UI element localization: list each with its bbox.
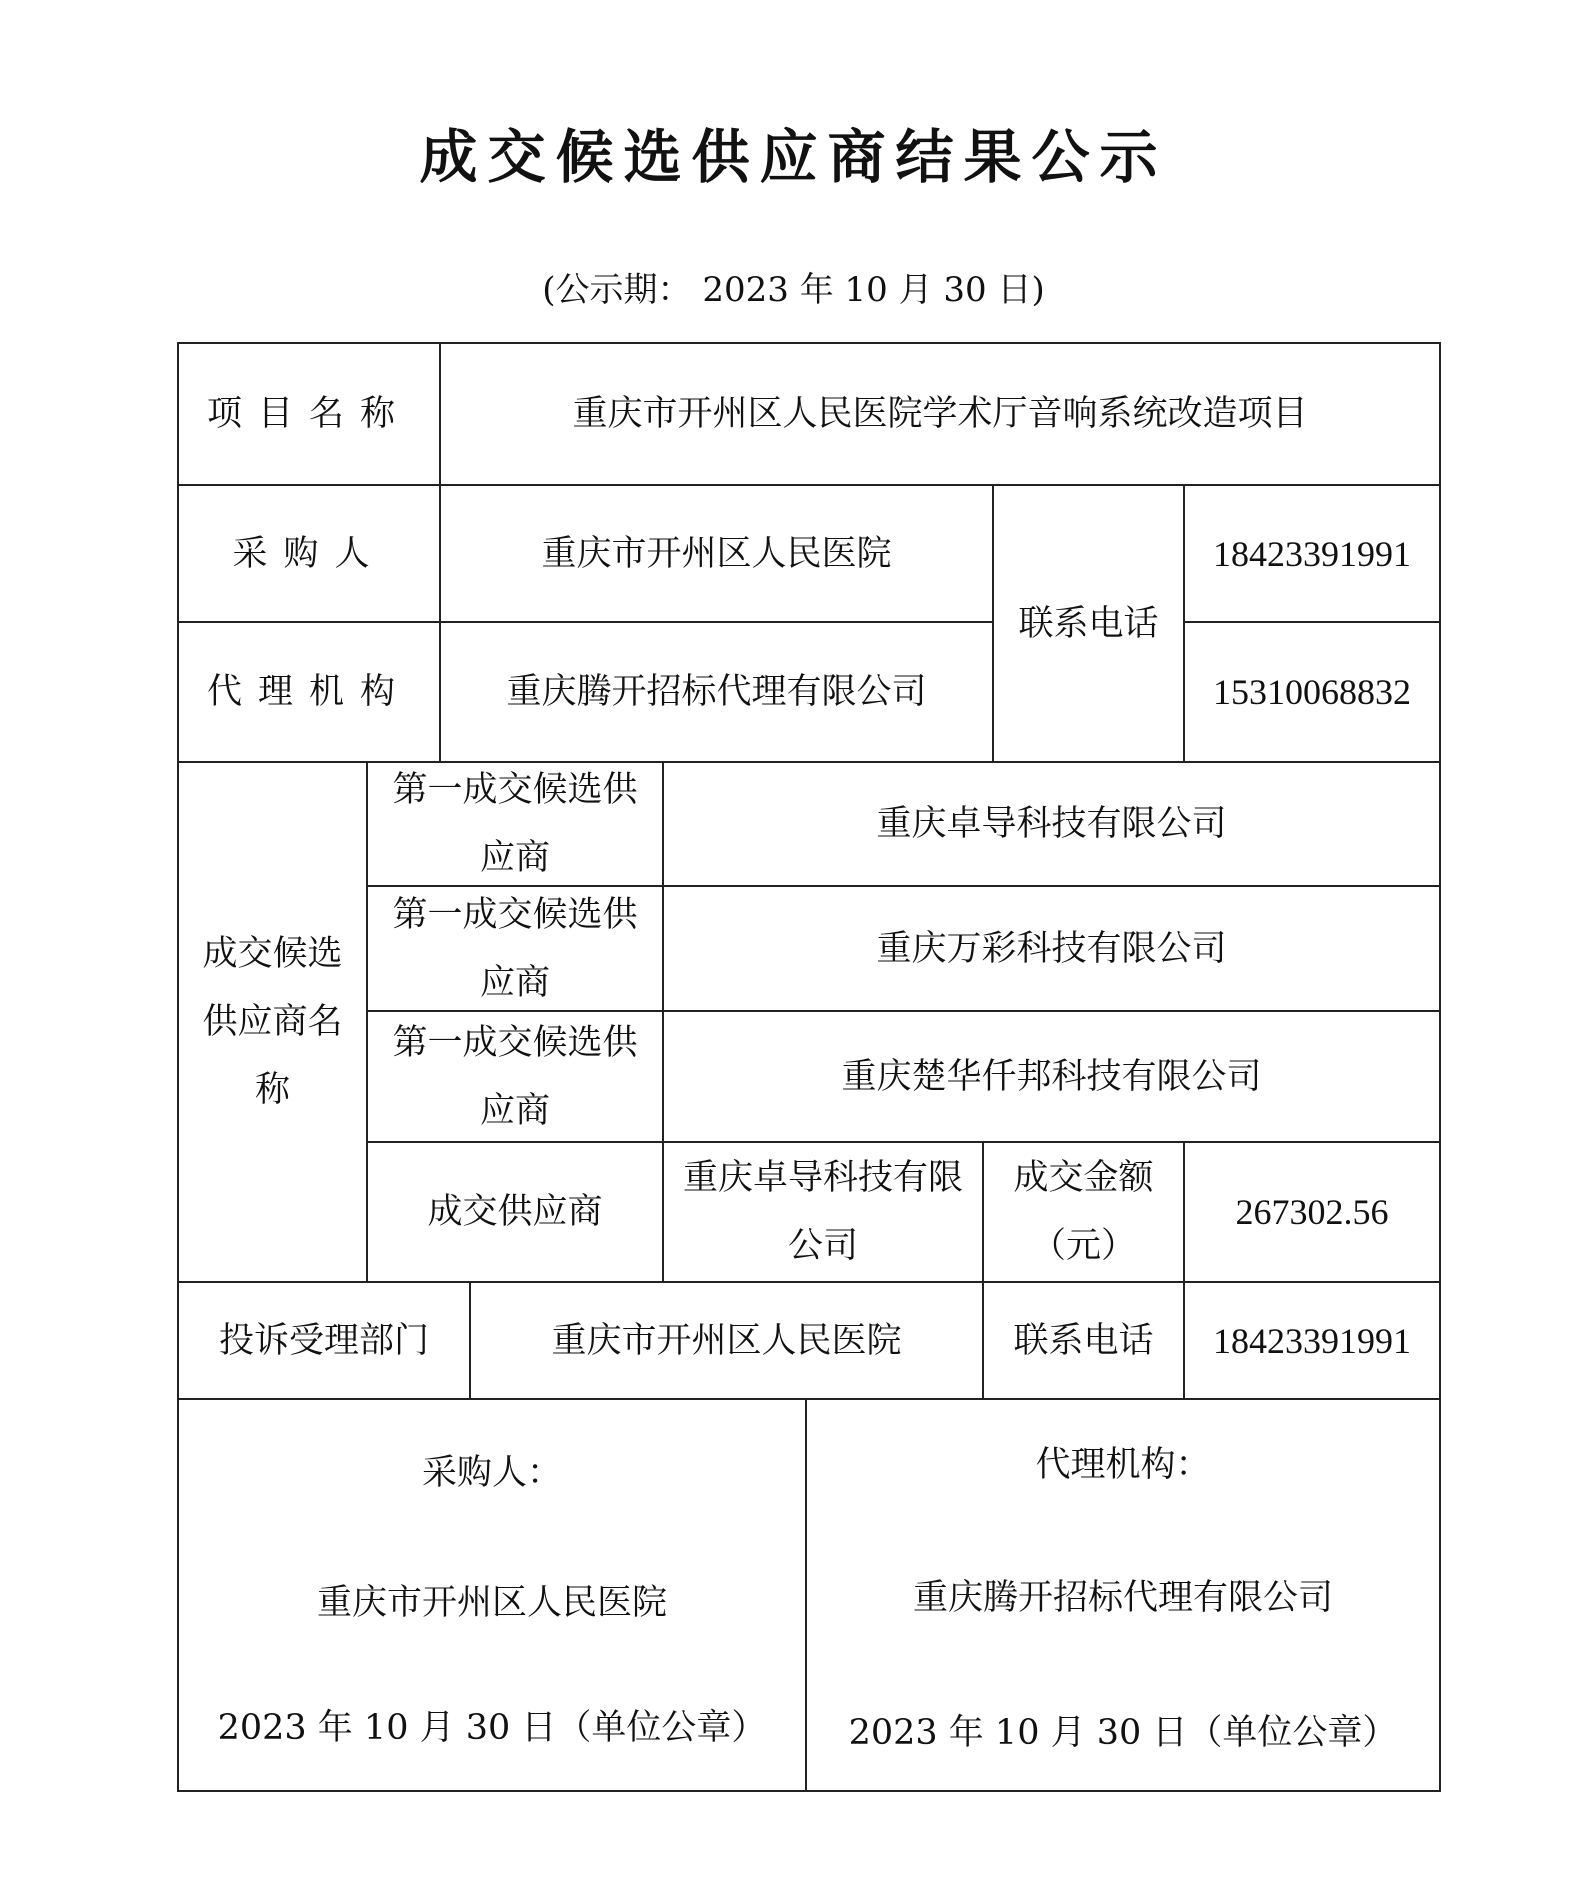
purchaser-phone: 18423391991	[1213, 533, 1411, 574]
agency-name: 重庆腾开招标代理有限公司	[506, 672, 927, 712]
complaint-dept-label: 投诉受理部门	[218, 1320, 429, 1361]
purchaser-signature-date: 2023 年 10 月 30 日（单位公章）	[217, 1708, 767, 1748]
purchaser-label: 采购人	[232, 533, 386, 574]
candidate-name: 重庆卓导科技有限公司	[876, 804, 1227, 844]
table-border-right	[1439, 342, 1441, 1792]
agency-signature-label: 代理机构：	[1035, 1445, 1211, 1485]
table-divider	[177, 1398, 1441, 1400]
agency-signature-date: 2023 年 10 月 30 日（单位公章）	[848, 1713, 1398, 1753]
candidate-rank: 第一成交候选供应商	[392, 1022, 638, 1131]
winning-amount: 267302.56	[1235, 1192, 1389, 1232]
contact-phone-label: 联系电话	[1018, 603, 1159, 644]
document-title: 成交候选供应商结果公示	[419, 123, 1168, 191]
table-border-bottom	[177, 1790, 1441, 1792]
agency-phone: 15310068832	[1213, 672, 1411, 712]
winner-name: 重庆卓导科技有限公司	[682, 1158, 963, 1266]
complaint-phone: 18423391991	[1213, 1320, 1411, 1361]
purchaser-name: 重庆市开州区人民医院	[541, 533, 892, 574]
candidate-rank: 第一成交候选供应商	[392, 770, 638, 878]
candidate-name: 重庆楚华仟邦科技有限公司	[841, 1056, 1262, 1097]
purchaser-signature-label: 采购人：	[421, 1453, 562, 1493]
agency-label: 代理机构	[206, 672, 411, 712]
winner-label: 成交供应商	[427, 1192, 603, 1232]
candidates-label: 成交候选供应商名称	[202, 934, 343, 1110]
purchaser-signature-name: 重庆市开州区人民医院	[316, 1583, 667, 1623]
project-label: 项目名称	[206, 394, 411, 434]
complaint-dept: 重庆市开州区人民医院	[551, 1320, 902, 1361]
candidate-rank: 第一成交候选供应商	[392, 894, 638, 1003]
agency-signature-name: 重庆腾开招标代理有限公司	[912, 1578, 1333, 1618]
candidate-name: 重庆万彩科技有限公司	[876, 928, 1227, 969]
amount-label: 成交金额（元）	[1013, 1158, 1154, 1266]
publicity-period: (公示期： 2023 年 10 月 30 日)	[542, 270, 1045, 310]
project-name: 重庆市开州区人民医院学术厅音响系统改造项目	[572, 394, 1308, 434]
complaint-contact-label: 联系电话	[1013, 1320, 1154, 1361]
